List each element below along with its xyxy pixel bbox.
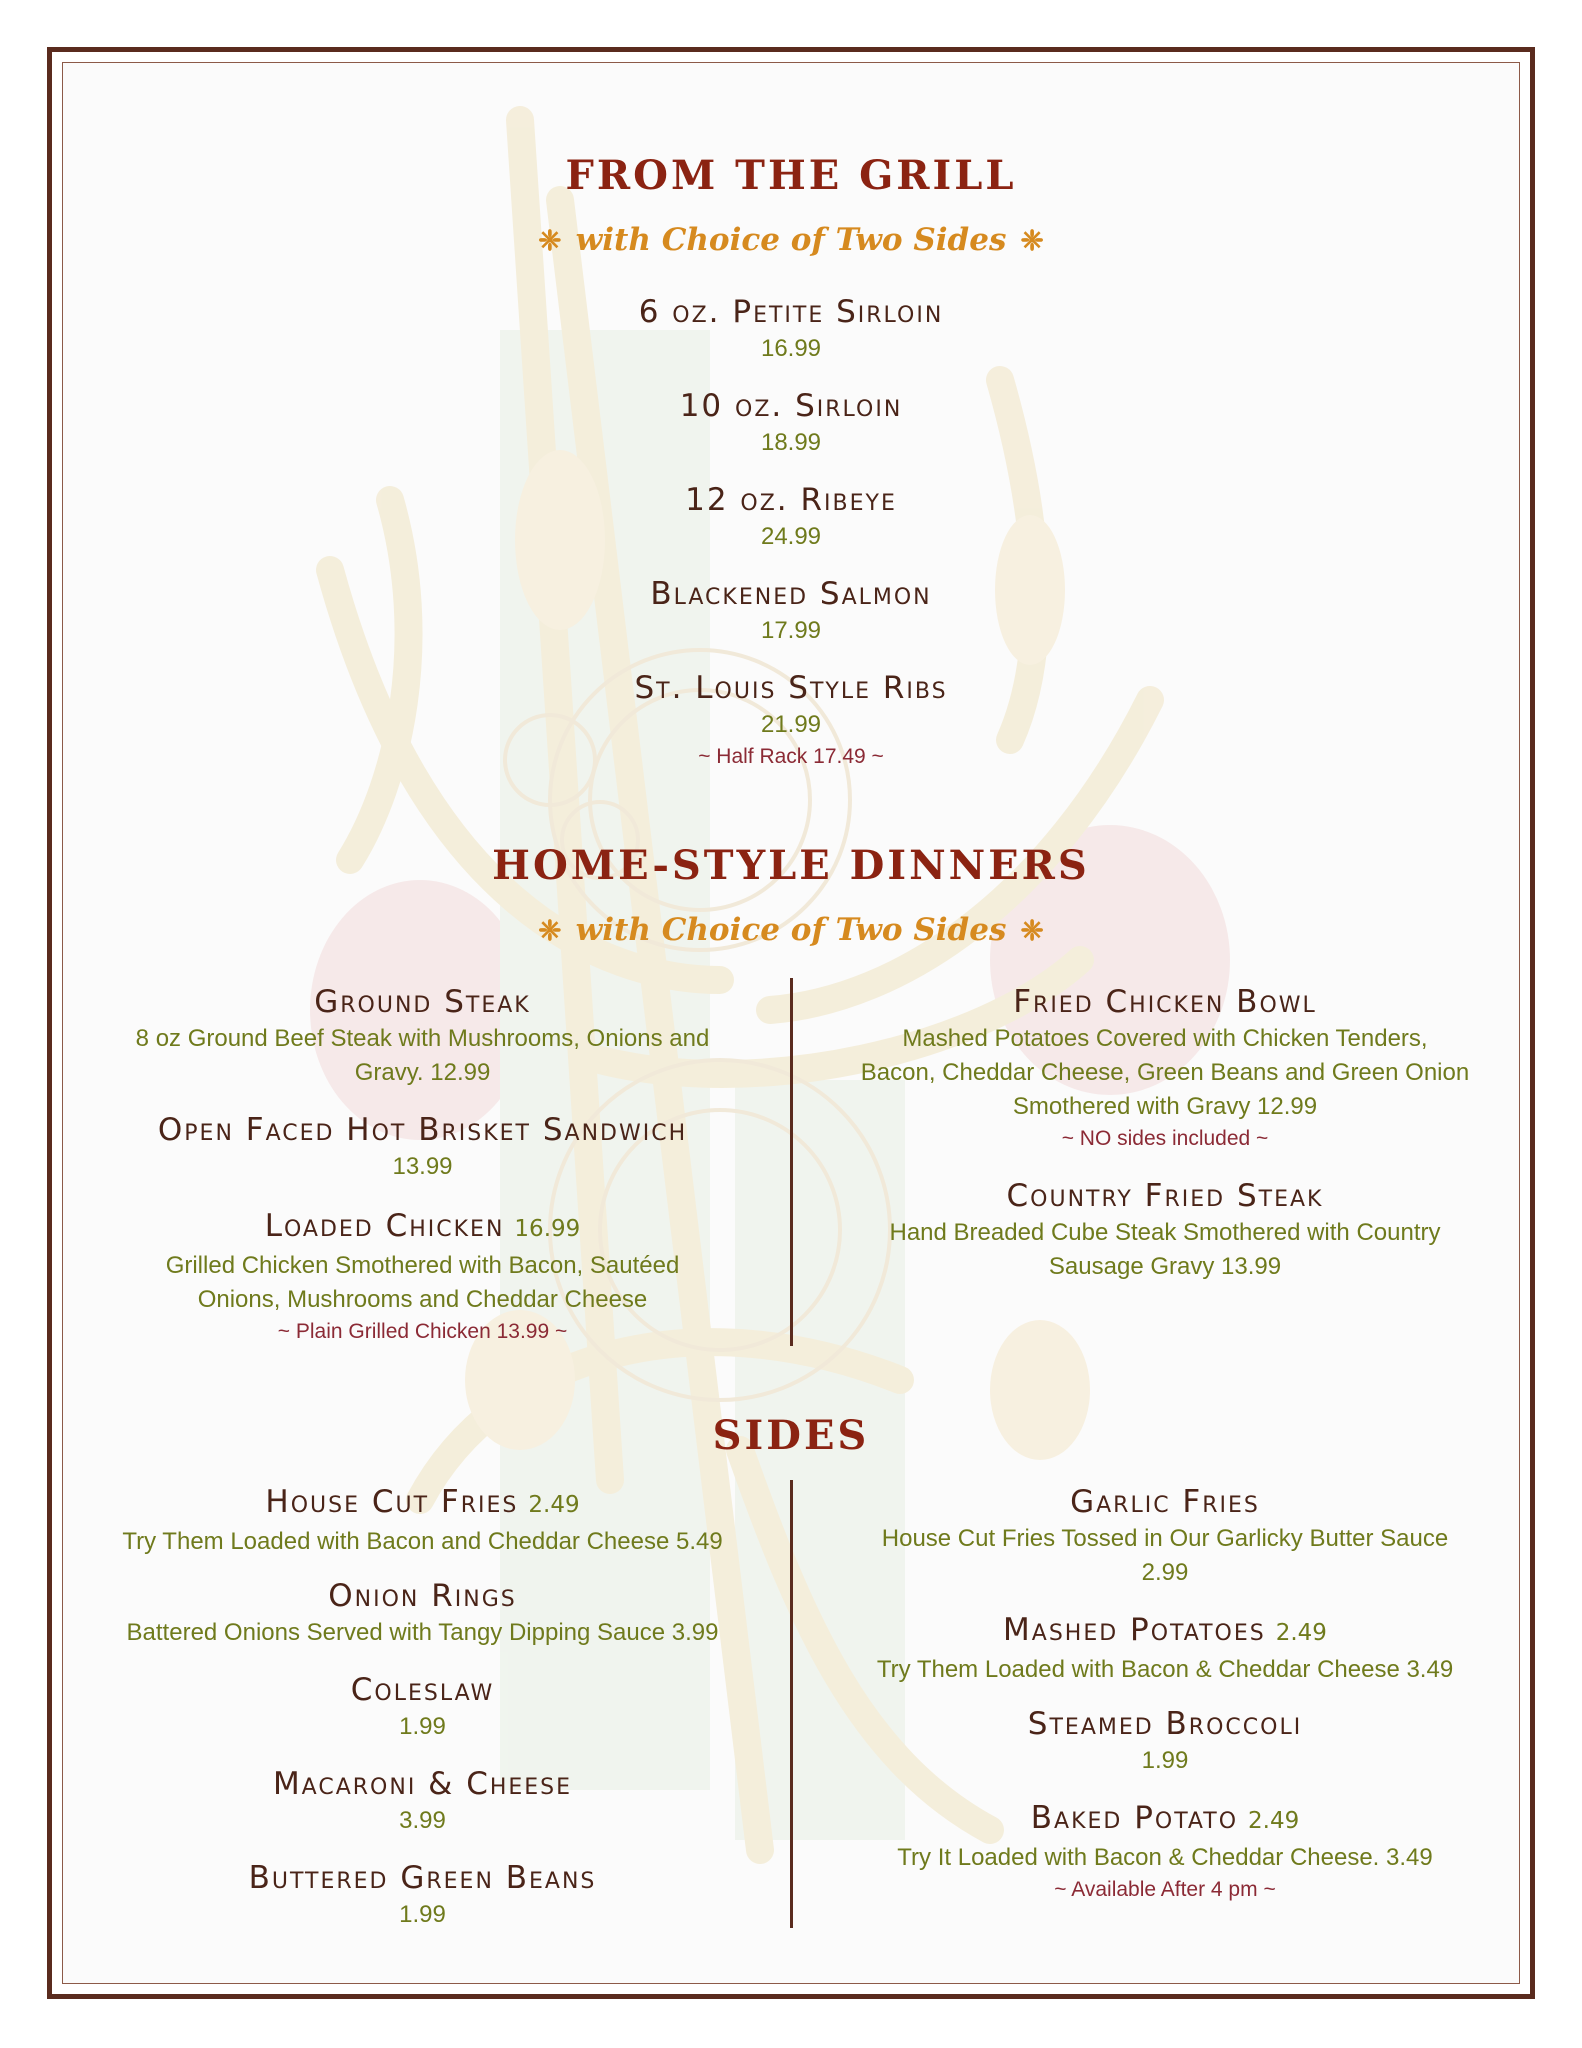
item-description: Smothered with Gravy 12.99 (1012, 1093, 1318, 1120)
item-name: Onion Rings (328, 1578, 517, 1614)
grill-subtitle (0, 222, 1582, 258)
sides-section-title: SIDES (712, 1412, 870, 1459)
column-divider (790, 1480, 793, 1928)
side-item (85, 1764, 760, 1838)
item-name: 12 oz. Ribeye (685, 482, 897, 518)
item-name: Steamed Broccoli (1027, 1706, 1303, 1742)
item-name: Blackened Salmon (650, 576, 932, 612)
side-item (85, 1576, 760, 1650)
item-price: 1.99 (399, 1901, 446, 1928)
homestyle-section-title: HOME-STYLE DINNERS (492, 842, 1090, 889)
item-description: Grilled Chicken Smothered with Bacon, Sautéed (165, 1252, 680, 1279)
item-name: Open Faced Hot Brisket Sandwich (157, 1112, 688, 1148)
item-name: Fried Chicken Bowl (1013, 984, 1317, 1020)
item-description: Sausage Gravy 13.99 (1048, 1253, 1282, 1280)
item-name: Buttered Green Beans (248, 1860, 597, 1896)
item-description: House Cut Fries Tossed in Our Garlicky Butter Sauce (881, 1525, 1449, 1552)
grill-subtitle-text: with Choice of Two Sides (575, 222, 1007, 258)
side-item (815, 1482, 1515, 1590)
item-price: 1.99 (399, 1713, 446, 1740)
side-item (85, 1670, 760, 1744)
grill-item (391, 386, 1191, 460)
item-name: 6 oz. Petite Sirloin (638, 294, 944, 330)
item-description: Battered Onions Served with Tangy Dipping Sauce 3.99 (126, 1619, 719, 1646)
item-name: Garlic Fries (1070, 1484, 1260, 1520)
item-note: ~ Plain Grilled Chicken 13.99 ~ (277, 1320, 568, 1343)
item-price: 21.99 (760, 711, 822, 738)
item-name: 10 oz. Sirloin (679, 388, 903, 424)
dinner-item (815, 982, 1515, 1154)
item-price: 2.49 (1248, 1808, 1300, 1834)
item-note: ~ Available After 4 pm ~ (1054, 1878, 1276, 1901)
item-name-row (85, 1482, 760, 1525)
item-note: ~ Half Rack 17.49 ~ (698, 745, 884, 768)
item-name: Country Fried Steak (1006, 1178, 1324, 1214)
grill-item (391, 292, 1191, 366)
item-description: Mashed Potatoes Covered with Chicken Tenders, (902, 1025, 1428, 1052)
snowflake-ornament-icon: ❈ (1020, 914, 1044, 947)
item-name-row (85, 1206, 760, 1249)
item-price: 13.99 (392, 1153, 453, 1180)
item-note: ~ NO sides included ~ (1061, 1127, 1269, 1150)
item-name: Ground Steak (314, 984, 531, 1020)
snowflake-ornament-icon: ❈ (1020, 224, 1044, 257)
item-price: 16.99 (760, 335, 822, 362)
item-description: Onions, Mushrooms and Cheddar Cheese (197, 1286, 648, 1313)
grill-section-title: FROM THE GRILL (565, 152, 1017, 199)
item-price: 2.49 (528, 1492, 580, 1518)
item-price: 18.99 (760, 429, 822, 456)
item-name-row (815, 1798, 1515, 1841)
item-name-row (815, 1610, 1515, 1653)
item-name: Baked Potato (1030, 1800, 1239, 1836)
item-name: Macaroni & Cheese (272, 1766, 573, 1802)
item-price: 16.99 (514, 1216, 581, 1242)
item-description: Bacon, Cheddar Cheese, Green Beans and Green Onion (860, 1059, 1470, 1086)
item-description: 2.99 (1141, 1559, 1189, 1586)
side-item (815, 1610, 1515, 1687)
item-price: 3.99 (399, 1807, 446, 1834)
homestyle-subtitle-text: with Choice of Two Sides (575, 912, 1007, 948)
item-name: St. Louis Style Ribs (634, 670, 948, 706)
side-item (85, 1482, 760, 1559)
grill-item (391, 668, 1191, 772)
column-divider (790, 978, 793, 1346)
snowflake-ornament-icon: ❈ (538, 224, 562, 257)
item-price: 1.99 (1141, 1747, 1189, 1774)
snowflake-ornament-icon: ❈ (538, 914, 562, 947)
item-description: Try It Loaded with Bacon & Cheddar Cheese. 3.49 (897, 1844, 1433, 1871)
homestyle-subtitle (0, 912, 1582, 948)
item-name: House Cut Fries (265, 1484, 519, 1520)
side-item (815, 1704, 1515, 1778)
item-price: 24.99 (760, 523, 822, 550)
dinner-item (815, 1176, 1515, 1284)
item-price: 2.49 (1275, 1620, 1327, 1646)
side-item (815, 1798, 1515, 1905)
item-description: Try Them Loaded with Bacon and Cheddar Cheese 5.49 (122, 1528, 723, 1555)
item-price: 17.99 (760, 617, 822, 644)
dinner-item (85, 1110, 760, 1184)
item-name: Loaded Chicken (264, 1208, 505, 1244)
side-item (85, 1858, 760, 1932)
item-description: Try Them Loaded with Bacon & Cheddar Cheese 3.49 (876, 1656, 1454, 1683)
item-name: Coleslaw (350, 1672, 495, 1708)
dinner-item (85, 1206, 760, 1347)
dinner-item (85, 982, 760, 1090)
item-description: 8 oz Ground Beef Steak with Mushrooms, Onions and (135, 1025, 710, 1052)
item-name: Mashed Potatoes (1003, 1612, 1266, 1648)
item-description: Gravy. 12.99 (354, 1059, 491, 1086)
grill-item (391, 480, 1191, 554)
item-description: Hand Breaded Cube Steak Smothered with Country (889, 1219, 1441, 1246)
grill-item (391, 574, 1191, 648)
